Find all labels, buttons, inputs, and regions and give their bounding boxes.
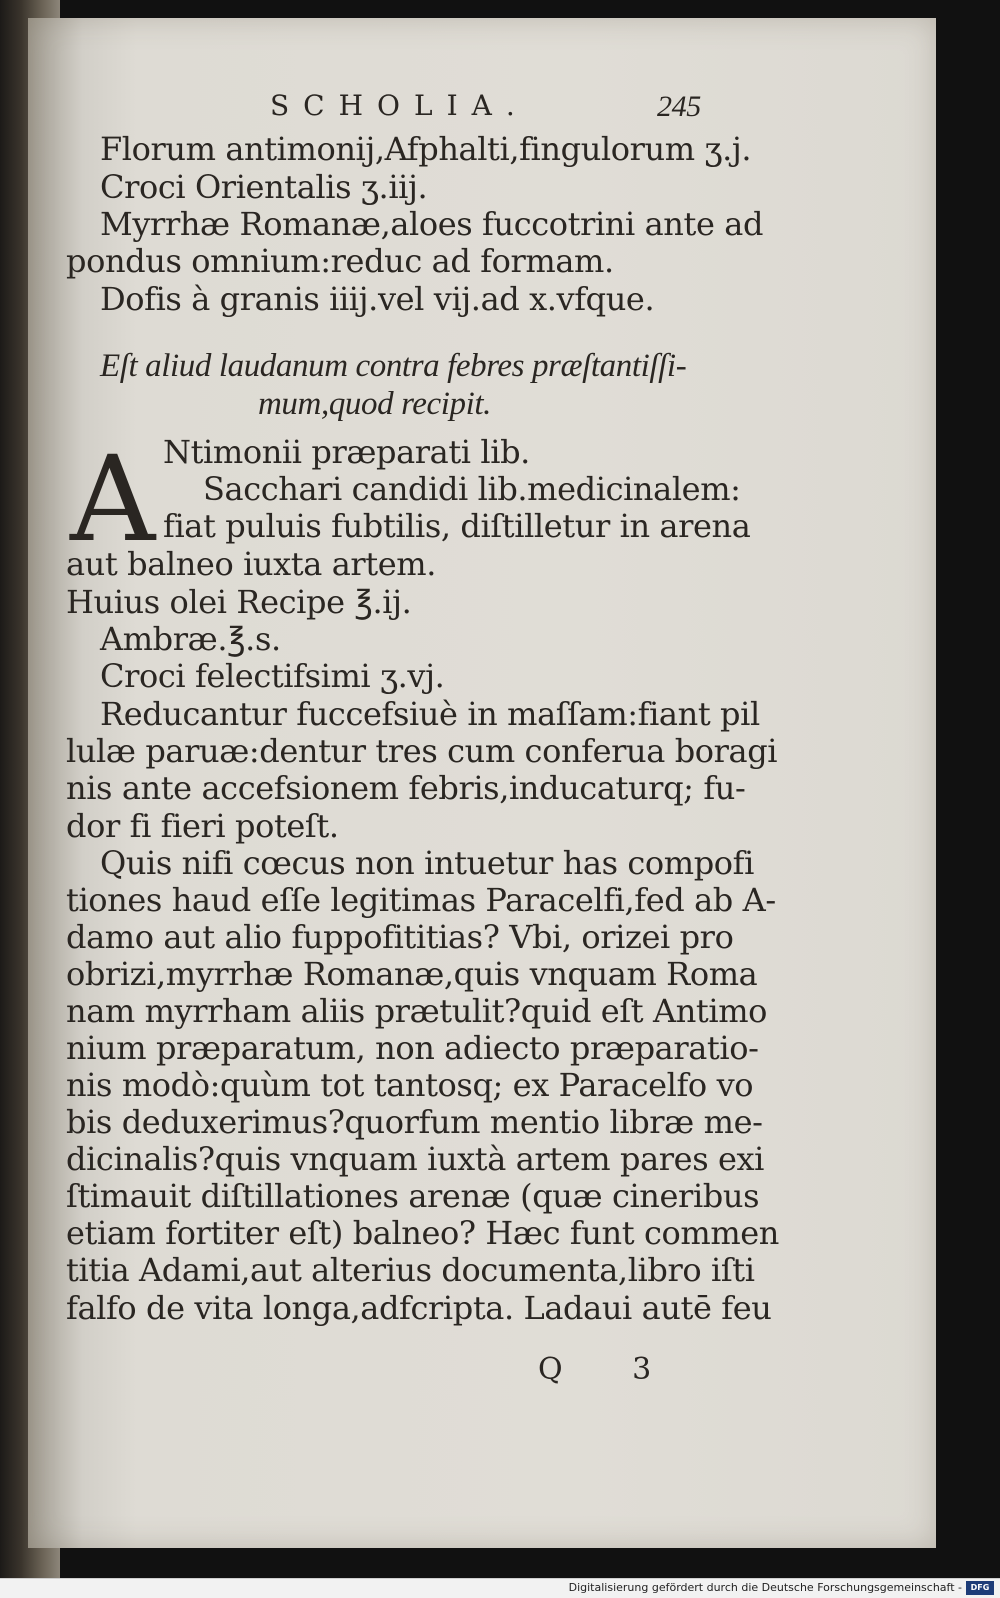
text-line: Sacchari candidi lib.medicinalem:	[203, 470, 741, 508]
running-title: SCHOLIA.	[270, 89, 529, 122]
dfg-logo-icon: DFG	[966, 1581, 994, 1595]
text-line: nis modò:quùm tot tantosq; ex Paracelfo vo	[66, 1066, 754, 1104]
text-line: titia Adami,aut alterius documenta,libro iſti	[66, 1251, 755, 1289]
funding-credit: Digitalisierung gefördert durch die Deutsche Forschungsgemeinschaft -	[568, 1581, 962, 1594]
signature-mark: Q 3	[538, 1352, 682, 1387]
text-line: bis deduxerimus?quorfum mentio libræ me-	[66, 1103, 763, 1141]
text-line: Ambræ.℥.s.	[100, 620, 281, 658]
text-line: ſtimauit diſtillationes arenæ (quæ cineribus	[66, 1177, 760, 1215]
text-line: nis ante accefsionem febris,inducaturq; fu-	[66, 769, 746, 807]
digitization-footer	[0, 1578, 1000, 1598]
text-line: Florum antimonij,Afphalti,fingulorum ʒ.j.	[100, 130, 752, 168]
text-line: Quis nifi cœcus non intuetur has compofi	[100, 844, 754, 882]
section-heading-line: Eſt aliud laudanum contra febres præſtantiſſi-	[100, 348, 687, 384]
text-line: Reducantur fuccefsiuè in maſſam:fiant pil	[100, 695, 760, 733]
text-line: damo aut alio fuppofititias? Vbi, orizei pro	[66, 918, 734, 956]
text-line: dor fi fieri poteſt.	[66, 807, 339, 845]
text-line: obrizi,myrrhæ Romanæ,quis vnquam Roma	[66, 955, 758, 993]
text-line: lulæ paruæ:dentur tres cum conferua boragi	[66, 732, 778, 770]
text-line: falfo de vita longa,adfcripta. Ladaui autē feu	[66, 1289, 772, 1327]
section-heading-line: mum,quod recipit.	[258, 386, 492, 422]
text-line: aut balneo iuxta artem.	[66, 545, 436, 583]
page-number: 245	[657, 90, 701, 123]
text-line: Ntimonii præparati lib.	[163, 433, 530, 471]
text-line: Dofis à granis iiij.vel vij.ad x.vfque.	[100, 280, 655, 318]
text-line: etiam fortiter eſt) balneo? Hæc funt commen	[66, 1214, 780, 1252]
text-line: tiones haud eſſe legitimas Paracelfi,fed ab A-	[66, 881, 776, 919]
drop-cap-initial: A	[70, 430, 156, 568]
text-line: fiat puluis fubtilis, diſtilletur in arena	[163, 507, 751, 545]
text-line: Huius olei Recipe ℥.ij.	[66, 583, 412, 621]
text-line: dicinalis?quis vnquam iuxtà artem pares exi	[66, 1140, 765, 1178]
text-line: nium præparatum, non adiecto præparatio-	[66, 1029, 759, 1067]
text-line: Myrrhæ Romanæ,aloes fuccotrini ante ad	[100, 205, 764, 243]
text-line: Croci felectifsimi ʒ.vj.	[100, 657, 445, 695]
text-line: nam myrrham aliis prætulit?quid eſt Antimo	[66, 992, 768, 1030]
text-line: Croci Orientalis ʒ.iij.	[100, 168, 428, 206]
text-line: pondus omnium:reduc ad formam.	[66, 242, 614, 280]
